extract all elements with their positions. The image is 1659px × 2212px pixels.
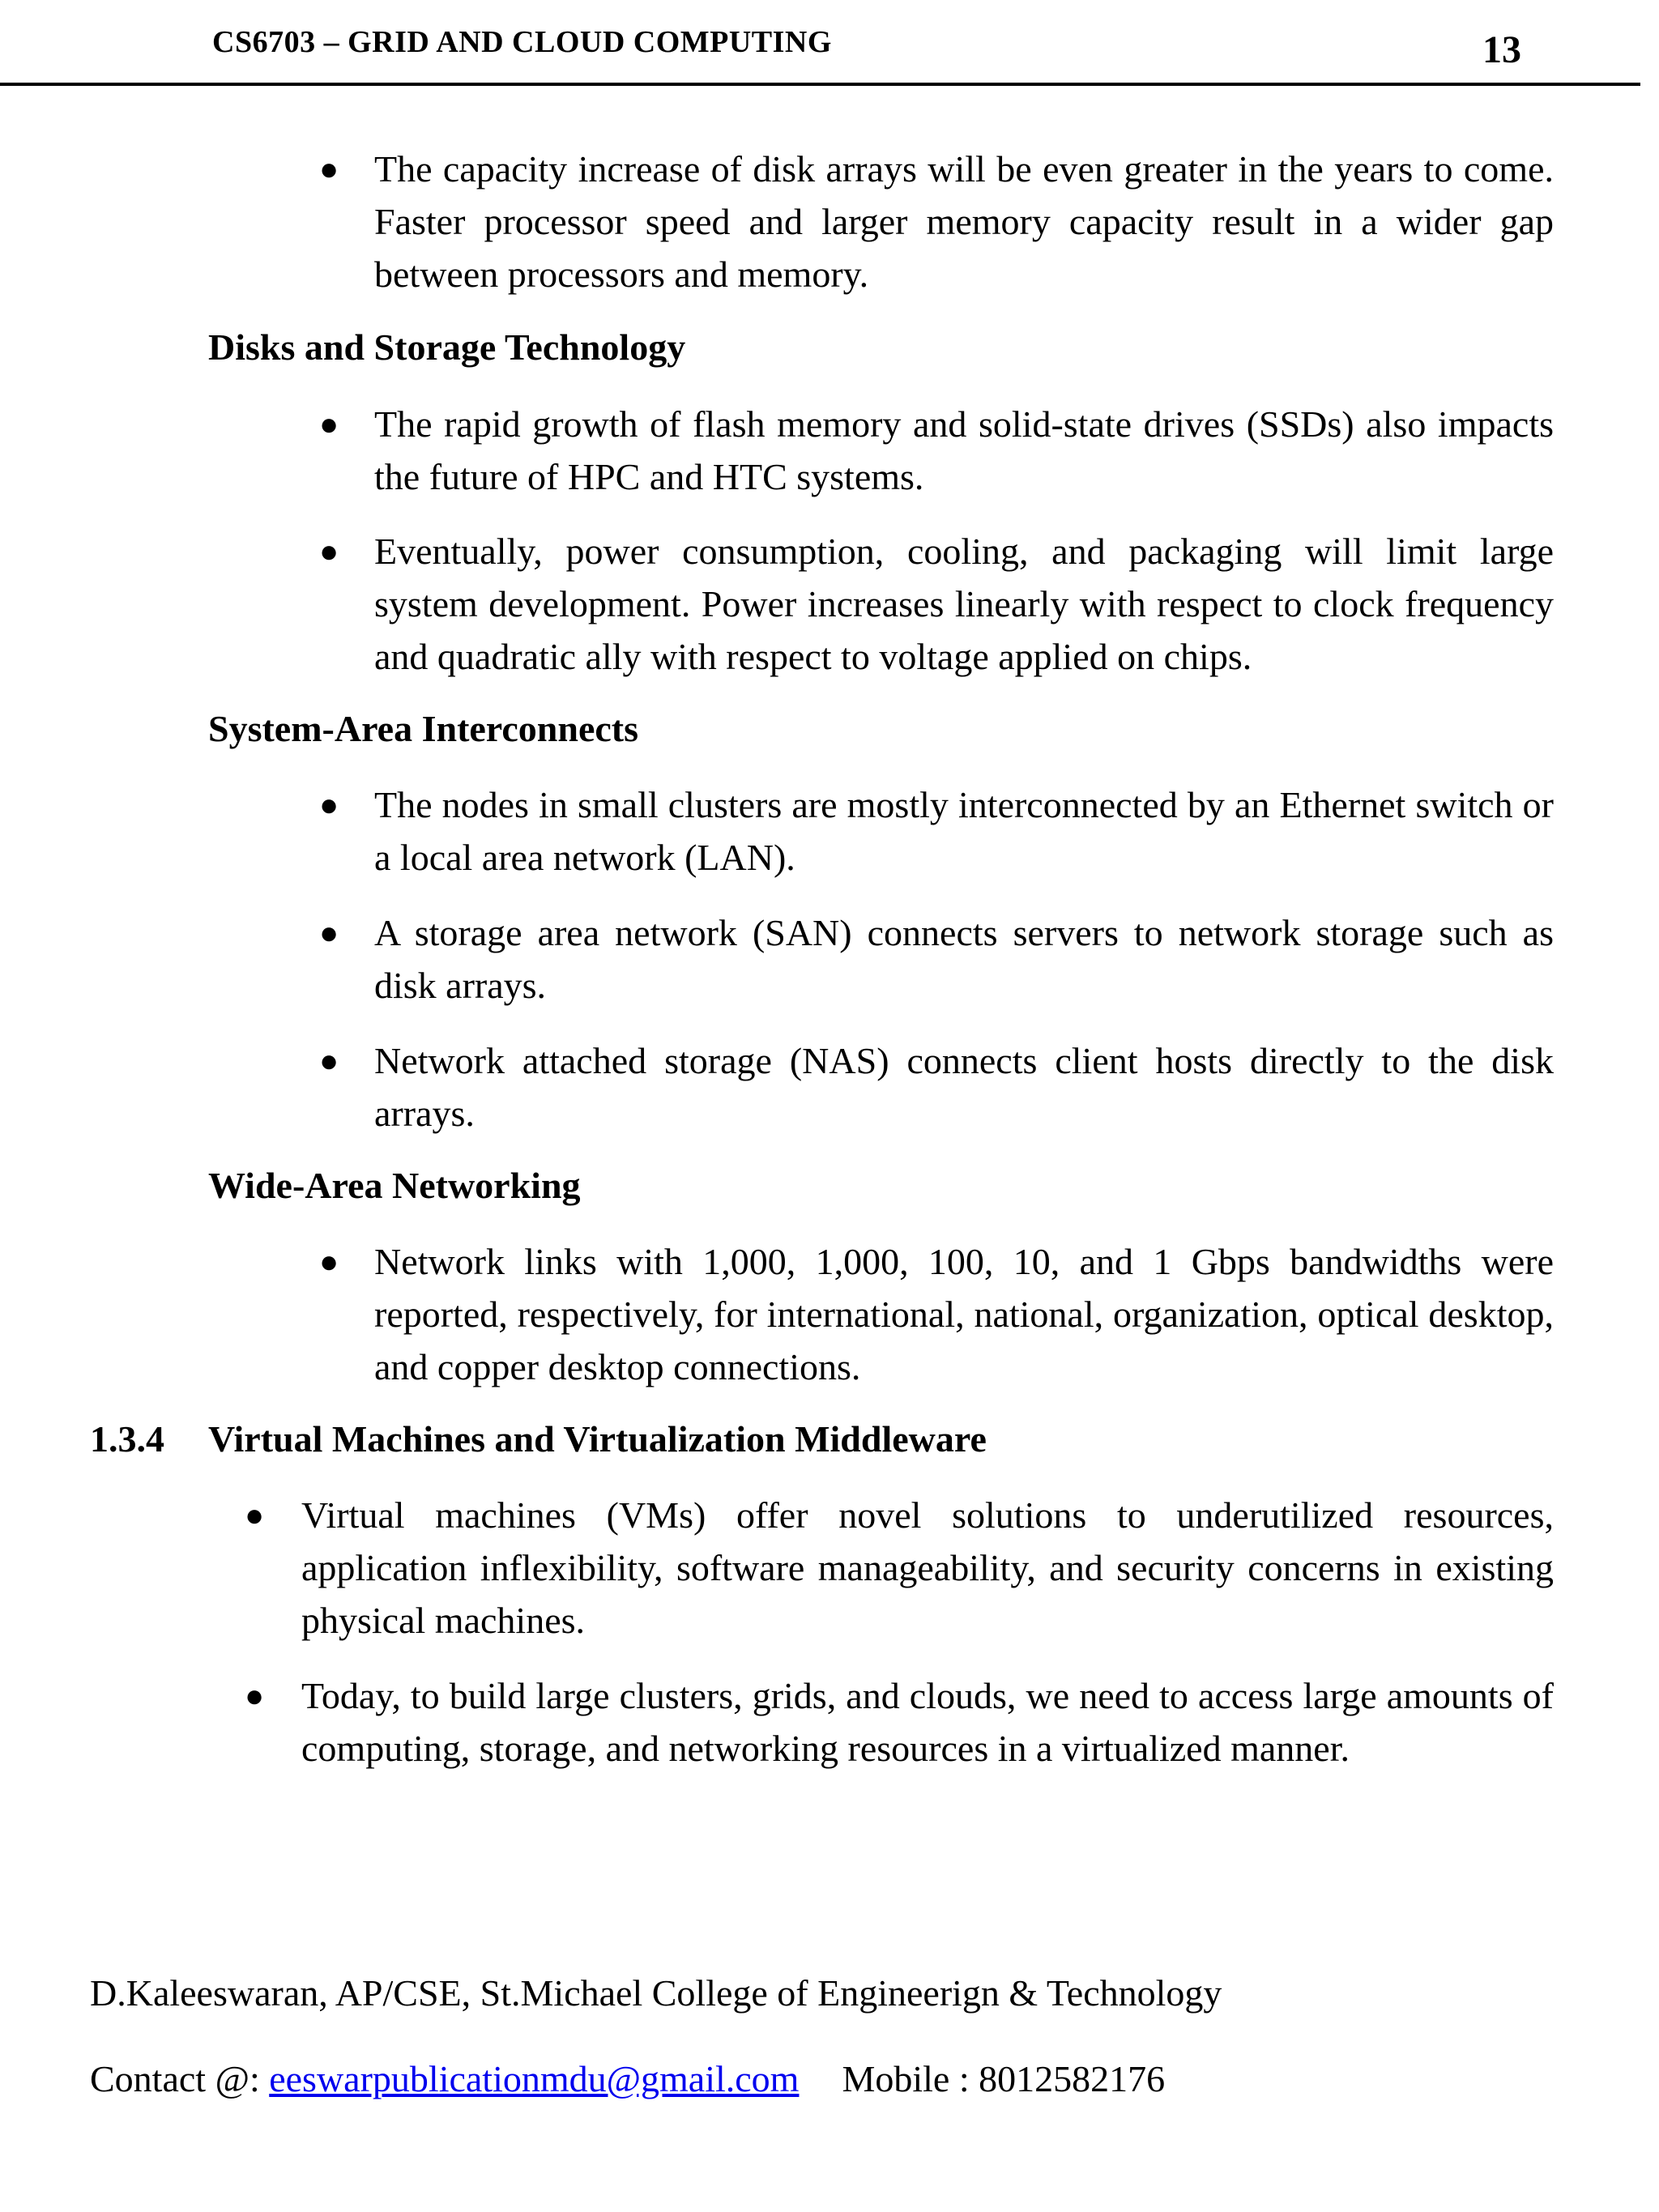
heading-wide-area-networking: Wide-Area Networking bbox=[208, 1165, 581, 1206]
bullet-icon: ● bbox=[319, 406, 339, 442]
course-title: CS6703 – GRID AND CLOUD COMPUTING bbox=[212, 25, 832, 59]
bullet-icon: ● bbox=[245, 1497, 265, 1533]
section-title: Virtual Machines and Virtualization Middleware bbox=[208, 1418, 987, 1460]
page-header bbox=[0, 0, 1659, 89]
bullet-icon: ● bbox=[319, 151, 339, 187]
list-item: Network attached storage (NAS) connects client hosts directly to the disk arrays. bbox=[374, 1040, 1554, 1134]
list-item: The nodes in small clusters are mostly interconnected by an Ethernet switch or a local area network (LAN). bbox=[374, 784, 1554, 878]
email-link[interactable]: eeswarpublicationmdu@gmail.com bbox=[269, 2058, 800, 2099]
list-item: A storage area network (SAN) connects servers to network storage such as disk arrays. bbox=[374, 912, 1554, 1006]
bullet-icon: ● bbox=[319, 914, 339, 951]
footer-contact bbox=[90, 2052, 1165, 2105]
heading-system-area-interconnects: System-Area Interconnects bbox=[208, 708, 639, 749]
mobile-label: Mobile : bbox=[842, 2058, 970, 2099]
contact-label: Contact @: bbox=[90, 2058, 260, 2099]
bullet-icon: ● bbox=[319, 1243, 339, 1280]
bullet-icon: ● bbox=[245, 1677, 265, 1714]
page-number: 13 bbox=[1482, 28, 1521, 71]
section-number: 1.3.4 bbox=[90, 1418, 164, 1460]
heading-disks-storage: Disks and Storage Technology bbox=[208, 326, 686, 368]
bullet-icon: ● bbox=[319, 1042, 339, 1079]
bullet-icon: ● bbox=[319, 786, 339, 823]
list-item: The rapid growth of flash memory and solid-state drives (SSDs) also impacts the future of HPC and HTC systems. bbox=[374, 403, 1554, 497]
list-item: Eventually, power consumption, cooling, and packaging will limit large system development. Power increases linearly with respect to clock frequency and quadratic ally with respect to voltage applied on chips. bbox=[374, 531, 1554, 677]
header-rule bbox=[0, 83, 1640, 86]
footer-author: D.Kaleeswaran, AP/CSE, St.Michael College of Engineerign & Technology bbox=[90, 1972, 1222, 2014]
list-item: Virtual machines (VMs) offer novel solutions to underutilized resources, application inflexibility, software manageability, and security concerns in existing physical machines. bbox=[301, 1494, 1554, 1641]
list-item: Network links with 1,000, 1,000, 100, 10, and 1 Gbps bandwidths were reported, respectively, for international, national, organization, optical desktop, and copper desktop connections. bbox=[374, 1241, 1554, 1387]
list-item: Today, to build large clusters, grids, and clouds, we need to access large amounts of computing, storage, and networking resources in a virtualized manner. bbox=[301, 1675, 1554, 1769]
list-item: The capacity increase of disk arrays will be even greater in the years to come. Faster processor speed and larger memory capacity result in a wider gap between processors and memory. bbox=[374, 148, 1554, 295]
mobile-number: 8012582176 bbox=[979, 2058, 1166, 2099]
bullet-icon: ● bbox=[319, 533, 339, 569]
